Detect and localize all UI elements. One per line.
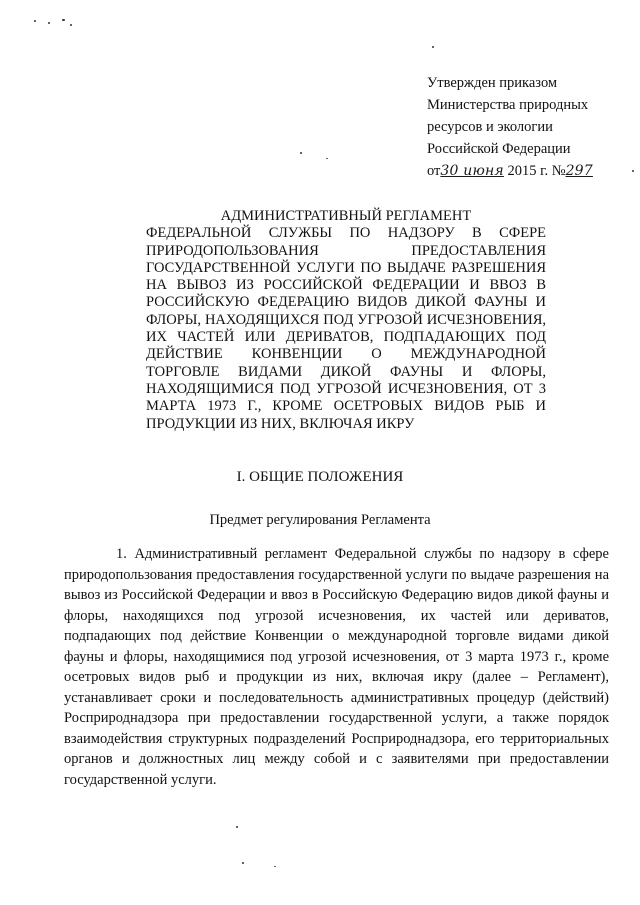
handwritten-number: 297 [565, 163, 593, 179]
approval-line-1: Утвержден приказом [427, 75, 558, 91]
title-body: ФЕДЕРАЛЬНОЙ СЛУЖБЫ ПО НАДЗОРУ В СФЕРЕ ПРИРОДОПОЛЬЗОВАНИЯ ПРЕДОСТАВЛЕНИЯ ГОСУДАРСТВЕННОЙ УСЛУГИ ПО ВЫДАЧЕ РАЗРЕШЕНИЯ НА ВЫВОЗ ИЗ РОССИЙСКОЙ ФЕДЕРАЦИИ И ВВОЗ В РОССИЙСКУЮ ФЕДЕРАЦИЮ ВИДОВ ДИКОЙ ФАУНЫ И ФЛОРЫ, НАХОДЯЩИХСЯ ПОД УГРОЗОЙ ИСЧЕЗНОВЕНИЯ, ИХ ЧАСТЕЙ ИЛИ ДЕРИВАТОВ, ПОДПАДАЮЩИХ ПОД ДЕЙСТВИЕ КОНВЕНЦИИ О МЕЖДУНАРОДНОЙ ТОРГОВЛЕ ВИДАМИ ДИКОЙ ФАУНЫ И ФЛОРЫ, НАХОДЯЩИМИСЯ ПОД УГРОЗОЙ ИСЧЕЗНОВЕНИЯ, ОТ 3 МАРТА 1973 Г., КРОМЕ ОСЕТРОВЫХ ВИДОВ РЫБ И ПРОДУКЦИИ ИЗ НИХ, ВКЛЮЧАЯ ИКРУ [146, 225, 546, 432]
scan-speck [242, 862, 244, 864]
scan-speck [62, 19, 65, 21]
scan-speck [236, 826, 238, 828]
scan-speck [70, 24, 72, 26]
document-title [146, 208, 546, 433]
approval-line-3: ресурсов и экологии [427, 119, 553, 135]
approval-line-4: Российской Федерации [427, 141, 571, 157]
approval-line-2: Министерства природных [427, 97, 589, 113]
scan-speck [48, 22, 50, 24]
scan-speck [34, 20, 36, 22]
scan-speck [432, 46, 434, 48]
handwritten-date: 30 июня [440, 163, 504, 179]
title-first-line: АДМИНИСТРАТИВНЫЙ РЕГЛАМЕНТ [220, 208, 472, 224]
section-heading: I. ОБЩИЕ ПОЛОЖЕНИЯ [236, 469, 404, 485]
date-year: 2015 г. № [507, 163, 566, 179]
scan-speck [274, 866, 276, 867]
paragraph-1: 1. Административный регламент Федеральной службы по надзору в сфере природопользования предоставления государственной услуги по выдаче разрешения на вывоз из Российской Федерации и ввоз в Российскую Федерацию видов дикой фауны и флоры, находящихся под угрозой исчезновения, их частей или дериватов, подпадающих под действие Конвенции о международной торговле видами дикой фауны и флоры, находящимися под угрозой исчезновения, от 3 марта 1973 г., кроме осетровых видов рыб и продукции из них, включая икру (далее – Регламент), устанавливает сроки и последовательность административных процедур (действий) Росприроднадзора при предоставлении государственной услуги, а также порядок взаимодействия структурных подразделений Росприроднадзора, его территориальных органов и должностных лиц между собой и с заявителями при предоставлении государственной услуги. [64, 546, 609, 788]
approval-date-line [427, 160, 627, 182]
subsection-heading: Предмет регулирования Регламента [209, 512, 431, 528]
scan-speck [300, 152, 302, 154]
date-prefix: от [427, 163, 441, 179]
scan-speck [632, 170, 634, 172]
approval-block [427, 72, 627, 182]
scan-speck [326, 158, 328, 159]
